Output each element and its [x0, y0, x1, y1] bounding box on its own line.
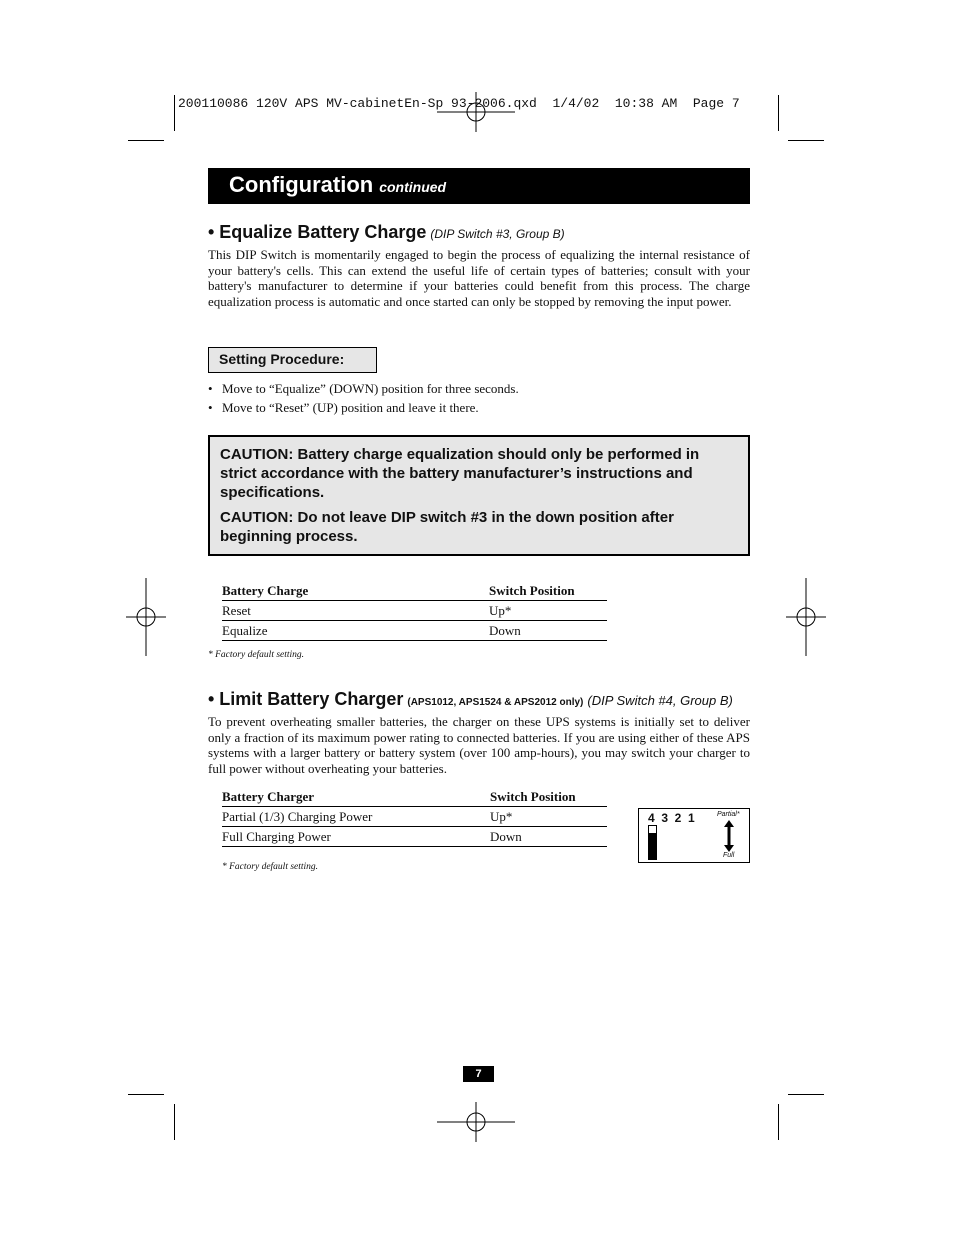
table-row: Full Charging Power Down — [222, 827, 607, 847]
list-item: • Move to “Equalize” (DOWN) position for three seconds. — [208, 379, 519, 398]
section2-heading — [208, 689, 733, 710]
section1-heading — [208, 222, 565, 243]
table-row: Equalize Down — [222, 621, 607, 641]
table-header: Switch Position — [490, 789, 607, 807]
factory-default-note: * Factory default setting. — [222, 862, 319, 872]
caution-text: CAUTION: Battery charge equalization should only be performed in strict accordance with the battery manufacturer’s instructions and specifications. — [220, 446, 700, 501]
caution-box — [208, 435, 750, 556]
list-item: • Move to “Reset” (UP) position and leave it there. — [208, 398, 519, 417]
crop-mark — [778, 1104, 779, 1140]
battery-charger-table — [222, 789, 607, 847]
procedure-steps — [208, 379, 519, 417]
dip-switch-numbers: 4 3 2 1 — [648, 811, 695, 825]
full-label: Full — [723, 852, 735, 859]
section2-models: (APS1012, APS1524 & APS2012 only) — [407, 697, 584, 708]
table-header: Battery Charger — [222, 789, 490, 807]
crop-mark — [778, 95, 779, 131]
table-header: Battery Charge — [222, 583, 489, 601]
section2-title: • Limit Battery Charger — [208, 689, 404, 709]
section1-body: This DIP Switch is momentarily engaged to begin the process of equalizing the internal resistance of your battery's cells. This can extend the useful life of certain types of batteries; consult with your battery's manufacturer to determine if your batteries could benefit from this process. The charge equalization process is automatic and once started can only be stopped by removing the input power. — [208, 247, 750, 310]
page-title: Configuration — [229, 172, 374, 197]
page-subtitle: continued — [379, 179, 447, 195]
crop-mark — [788, 140, 824, 141]
section2-subtitle: (DIP Switch #4, Group B) — [587, 693, 733, 708]
section-header — [208, 168, 750, 204]
factory-default-note: * Factory default setting. — [208, 650, 305, 660]
section1-subtitle: (DIP Switch #3, Group B) — [430, 227, 565, 241]
dip-switch-4 — [648, 825, 657, 860]
registration-mark-top — [437, 92, 515, 132]
registration-mark-bottom — [437, 1102, 515, 1142]
battery-charge-table — [222, 583, 607, 641]
crop-mark — [174, 1104, 175, 1140]
section2-body: To prevent overheating smaller batteries, the charger on these UPS systems is initially set to deliver only a fraction of its maximum power rating to connected batteries. If you are using either of these APS systems with a larger battery or battery system (over 100 amp-hours), you may switch your charger to full power without overheating your batteries. — [208, 714, 750, 777]
crop-mark — [128, 1094, 164, 1095]
table-row: Partial (1/3) Charging Power Up* — [222, 807, 607, 827]
table-row: Reset Up* — [222, 601, 607, 621]
partial-label: Partial* — [717, 811, 740, 818]
registration-mark-left — [126, 578, 166, 656]
dip-switch-diagram — [638, 808, 750, 863]
crop-mark — [788, 1094, 824, 1095]
crop-mark — [174, 95, 175, 131]
section1-title: • Equalize Battery Charge — [208, 222, 427, 242]
crop-mark — [128, 140, 164, 141]
caution-text: CAUTION: Do not leave DIP switch #3 in the down position after beginning process. — [220, 509, 674, 545]
registration-mark-right — [786, 578, 826, 656]
page-number: 7 — [463, 1066, 494, 1082]
up-down-arrow-icon — [723, 820, 735, 852]
procedure-label: Setting Procedure: — [208, 347, 377, 373]
print-header: 200110086 120V APS MV-cabinetEn-Sp 93-2006.qxd 1/4/02 10:38 AM Page 7 — [178, 96, 740, 111]
table-header: Switch Position — [489, 583, 607, 601]
